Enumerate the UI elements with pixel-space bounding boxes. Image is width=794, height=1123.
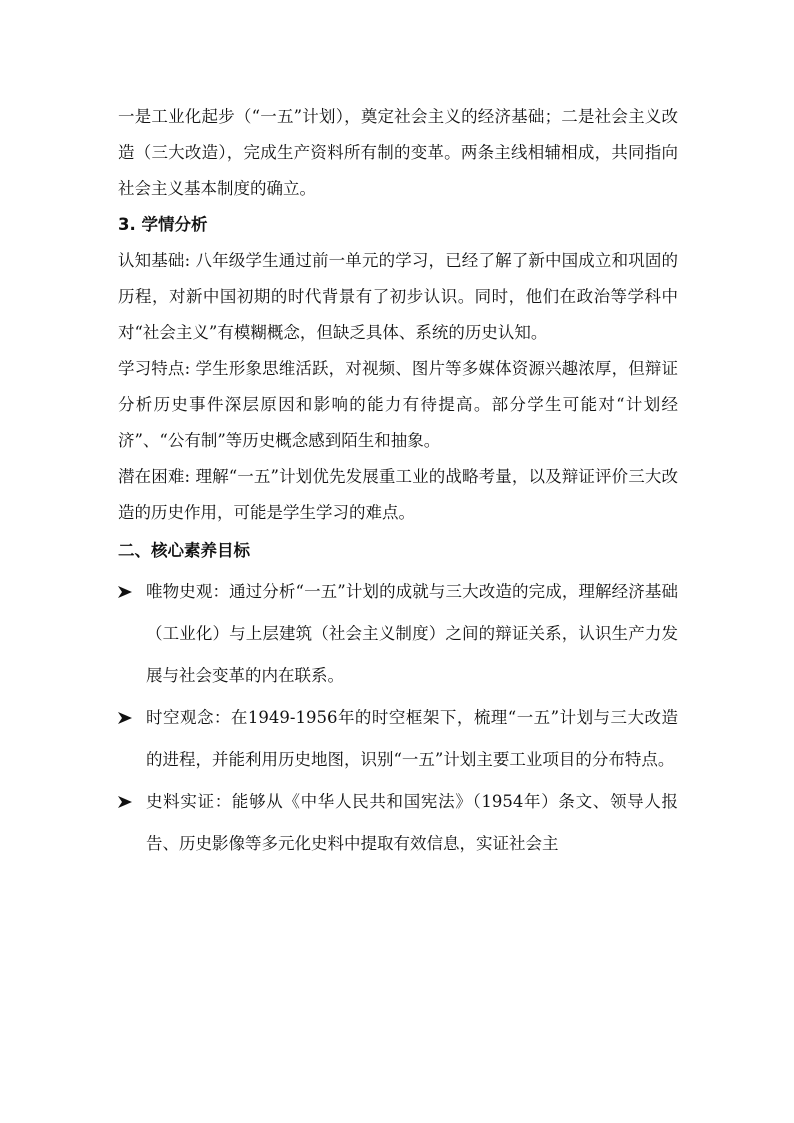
arrowhead-bullet-icon [118, 796, 132, 808]
potential-difficulty-text: : 理解“一五”计划优先发展重工业的战略考量，以及辩证评价三大改造的历史作用，可能是学生学习的难点。 [118, 467, 678, 522]
core-literacy-list [118, 571, 678, 865]
potential-difficulty-label: 潜在困难 [118, 467, 185, 486]
list-item [118, 781, 678, 865]
learning-traits-label: 学习特点 [118, 359, 185, 378]
cognitive-basis-text: : 八年级学生通过前一单元的学习，已经了解了新中国成立和巩固的历程，对新中国初期的时代背景有了初步认识。同时，他们在政治等学科中对“社会主义”有模糊概念，但缺乏具体、系统的历史认知。 [118, 251, 679, 342]
historical-evidence-text: 史料实证：能够从《中华人民共和国宪法》（1954年）条文、领导人报告、历史影像等多元化史料中提取有效信息，实证社会主 [146, 792, 678, 853]
list-item [118, 571, 678, 697]
learning-traits-paragraph [118, 351, 678, 459]
materialism-text: 唯物史观：通过分析“一五”计划的成就与三大改造的完成，理解经济基础（工业化）与上层建筑（社会主义制度）之间的辩证关系，认识生产力发展与社会变革的内在联系。 [146, 582, 678, 685]
cognitive-basis-label: 认知基础 [118, 251, 185, 270]
arrowhead-bullet-icon [118, 586, 132, 598]
section-two-heading: 二、核心素养目标 [118, 541, 250, 560]
list-item [118, 697, 678, 781]
arrowhead-bullet-icon [118, 712, 132, 724]
document-content [118, 99, 678, 865]
intro-paragraph: 一是工业化起步（“一五”计划），奠定社会主义的经济基础；二是社会主义改造（三大改造），完成生产资料所有制的变革。两条主线相辅相成，共同指向社会主义基本制度的确立。 [118, 107, 678, 198]
cognitive-basis-paragraph [118, 243, 678, 351]
spatiotemporal-text: 时空观念：在1949-1956年的时空框架下，梳理“一五”计划与三大改造的进程，并能利用历史地图，识别“一五”计划主要工业项目的分布特点。 [146, 708, 678, 769]
potential-difficulty-paragraph [118, 459, 678, 531]
section-3-heading: 3. 学情分析 [118, 215, 208, 234]
learning-traits-text: : 学生形象思维活跃，对视频、图片等多媒体资源兴趣浓厚，但辩证分析历史事件深层原因和影响的能力有待提高。部分学生可能对“计划经济”、“公有制”等历史概念感到陌生和抽象。 [118, 359, 679, 450]
